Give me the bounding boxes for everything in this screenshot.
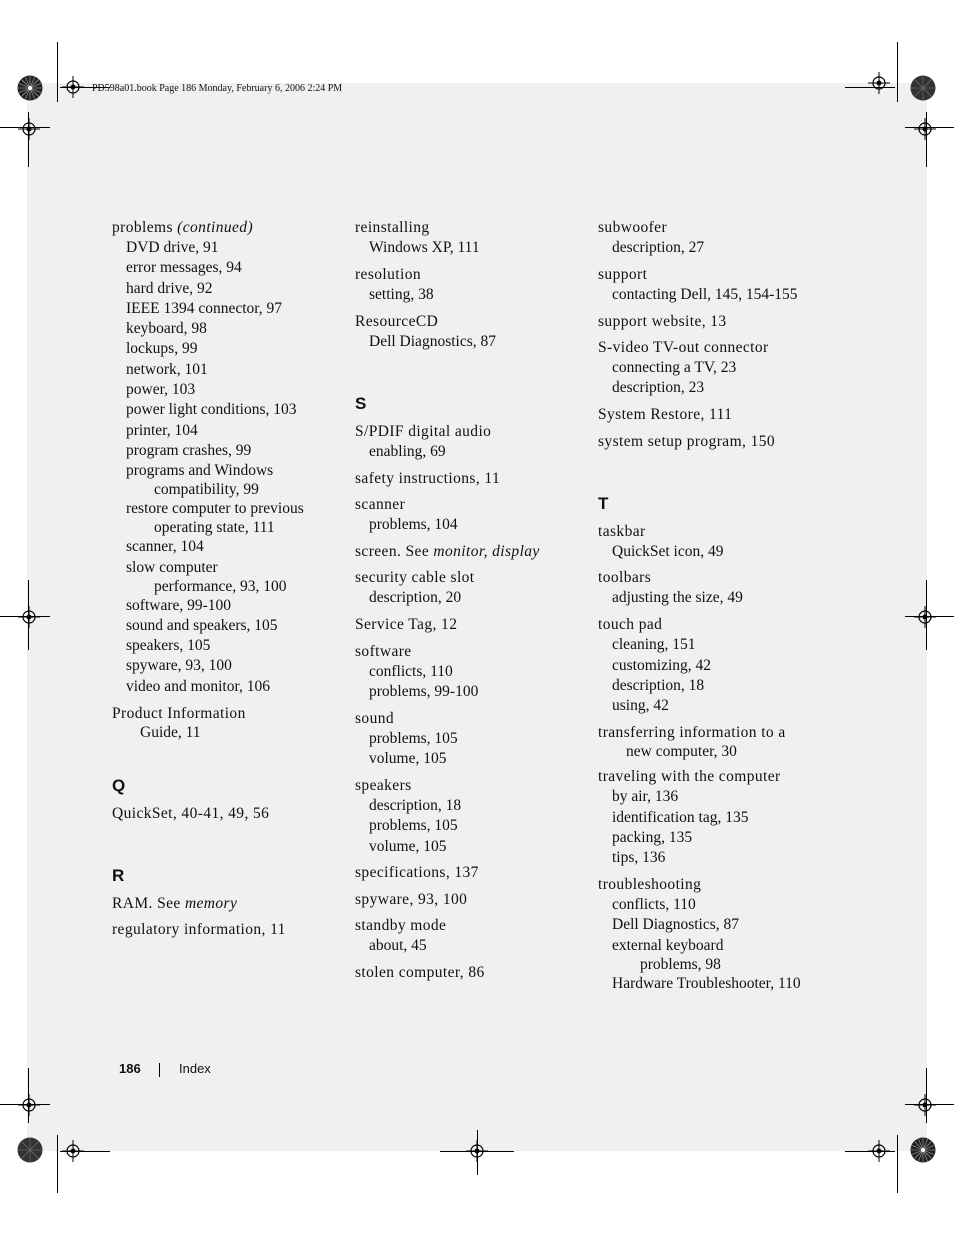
index-subentry: enabling, 69 [369, 442, 446, 460]
index-entry: troubleshooting [598, 876, 702, 894]
index-subentry: using, 42 [612, 697, 669, 715]
index-entry: Product Information [112, 704, 246, 722]
index-subentry: DVD drive, 91 [126, 239, 219, 256]
section-letter: R [112, 865, 125, 885]
star-target-icon [17, 1137, 43, 1163]
index-subentry: IEEE 1394 connector, 97 [126, 299, 283, 317]
index-column-2 [355, 218, 595, 983]
section-letter: S [355, 393, 367, 413]
index-column-3 [598, 218, 838, 994]
index-subentry: connecting a TV, 23 [612, 359, 737, 377]
index-subentry: external keyboard [612, 936, 724, 954]
index-subentry: network, 101 [126, 360, 208, 378]
index-subentry: problems, 105 [369, 817, 458, 835]
index-entry: security cable slot [355, 569, 475, 587]
index-subentry: QuickSet icon, 49 [612, 542, 724, 560]
registration-mark-icon [914, 606, 936, 628]
index-subentry: description, 18 [612, 676, 705, 694]
index-entry: reinstalling [355, 219, 430, 236]
index-subentry: tips, 136 [612, 849, 666, 867]
index-subentry: Windows XP, 111 [369, 239, 480, 256]
index-entry: scanner [355, 496, 406, 514]
registration-mark-icon [914, 1094, 936, 1116]
registration-mark-icon [18, 606, 40, 628]
index-subentry: Dell Diagnostics, 87 [612, 916, 739, 934]
index-subentry: Dell Diagnostics, 87 [369, 332, 496, 350]
section-letter: T [598, 493, 609, 513]
index-subentry: description, 27 [612, 239, 705, 256]
index-entry: screen. See monitor, display [355, 542, 540, 560]
registration-mark-icon [62, 76, 84, 98]
index-subentry: lockups, 99 [126, 340, 198, 358]
index-subentry: keyboard, 98 [126, 320, 207, 338]
index-entry: subwoofer [598, 219, 668, 236]
index-subentry: about, 45 [369, 937, 427, 955]
index-subentry: identification tag, 135 [612, 808, 749, 826]
index-entry: support website, 13 [598, 312, 727, 330]
index-entry: standby mode [355, 917, 447, 935]
index-subentry: speakers, 105 [126, 637, 211, 655]
registration-mark-icon [18, 1094, 40, 1116]
index-subentry: hard drive, 92 [126, 279, 213, 297]
index-column-1 [112, 218, 352, 940]
index-subentry: slow computer [126, 558, 218, 576]
registration-mark-icon [868, 1140, 890, 1162]
index-entry: System Restore, 111 [598, 406, 733, 424]
index-subentry-wrap: compatibility, 99 [154, 481, 259, 499]
index-subentry: cleaning, 151 [612, 636, 696, 654]
index-entry-wrap: Guide, 11 [140, 723, 201, 741]
index-entry: system setup program, 150 [598, 432, 776, 450]
star-target-icon [17, 75, 43, 101]
index-subentry: power, 103 [126, 381, 196, 399]
index-subentry: problems, 104 [369, 516, 458, 534]
index-subentry: spyware, 93, 100 [126, 657, 232, 675]
index-entry: regulatory information, 11 [112, 921, 286, 939]
index-entry: spyware, 93, 100 [355, 890, 468, 908]
index-subentry: conflicts, 110 [369, 662, 453, 680]
footer-divider [159, 1063, 160, 1077]
index-subentry: contacting Dell, 145, 154-155 [612, 285, 798, 303]
index-subentry: error messages, 94 [126, 259, 242, 277]
index-entry: sound [355, 709, 395, 727]
registration-mark-icon [466, 1140, 488, 1162]
index-subentry: packing, 135 [612, 829, 693, 847]
index-subentry: by air, 136 [612, 788, 679, 806]
footer-section: Index [179, 1061, 211, 1076]
index-subentry: volume, 105 [369, 837, 447, 855]
index-subentry: sound and speakers, 105 [126, 616, 278, 634]
index-subentry: description, 23 [612, 379, 705, 397]
index-subentry: problems, 105 [369, 729, 458, 747]
index-subentry: adjusting the size, 49 [612, 589, 743, 607]
print-slug: PD598a01.book Page 186 Monday, February 6, 2006 2:24 PM [92, 83, 343, 94]
index-entry: software [355, 642, 412, 660]
index-entry: ResourceCD [355, 312, 439, 330]
index-entry: QuickSet, 40-41, 49, 56 [112, 804, 270, 822]
index-entry: support [598, 265, 648, 283]
registration-mark-icon [18, 118, 40, 140]
index-subentry: printer, 104 [126, 421, 198, 439]
star-target-icon [910, 75, 936, 101]
page-footer [119, 1061, 211, 1076]
index-entry: S/PDIF digital audio [355, 422, 492, 440]
index-entry: transferring information to a [598, 723, 786, 741]
index-subentry-wrap: performance, 93, 100 [154, 577, 287, 595]
index-entry-wrap: new computer, 30 [626, 742, 737, 760]
index-subentry: description, 20 [369, 589, 462, 607]
index-entry: problems (continued) [112, 219, 254, 236]
index-subentry: restore computer to previous [126, 500, 304, 518]
index-entry: safety instructions, 11 [355, 469, 501, 487]
index-subentry: setting, 38 [369, 285, 434, 303]
index-subentry: customizing, 42 [612, 656, 712, 674]
star-target-icon [910, 1137, 936, 1163]
index-subentry: volume, 105 [369, 750, 447, 768]
index-entry: touch pad [598, 616, 663, 634]
index-subentry-wrap: operating state, 111 [154, 519, 275, 537]
index-entry: taskbar [598, 522, 646, 540]
registration-mark-icon [62, 1140, 84, 1162]
index-subentry: programs and Windows [126, 462, 274, 480]
index-entry: Service Tag, 12 [355, 616, 458, 634]
index-subentry: software, 99-100 [126, 596, 232, 614]
index-entry: stolen computer, 86 [355, 964, 485, 982]
index-subentry: problems, 99-100 [369, 683, 479, 701]
registration-mark-icon [914, 118, 936, 140]
index-subentry-wrap: problems, 98 [640, 955, 721, 973]
registration-mark-icon [868, 72, 890, 94]
index-entry: specifications, 137 [355, 864, 479, 882]
index-entry: traveling with the computer [598, 768, 781, 786]
index-subentry: program crashes, 99 [126, 441, 252, 459]
index-subentry: power light conditions, 103 [126, 401, 297, 419]
index-entry: RAM. See memory [112, 894, 238, 912]
index-subentry: description, 18 [369, 796, 462, 814]
index-subentry: Hardware Troubleshooter, 110 [612, 974, 801, 992]
index-entry: S-video TV-out connector [598, 339, 769, 357]
index-entry: resolution [355, 265, 421, 283]
page-number: 186 [119, 1061, 141, 1076]
index-subentry: conflicts, 110 [612, 896, 696, 914]
index-entry: toolbars [598, 569, 652, 587]
section-letter: Q [112, 775, 126, 795]
index-subentry: scanner, 104 [126, 538, 204, 556]
index-entry: speakers [355, 776, 412, 794]
index-subentry: video and monitor, 106 [126, 677, 271, 695]
